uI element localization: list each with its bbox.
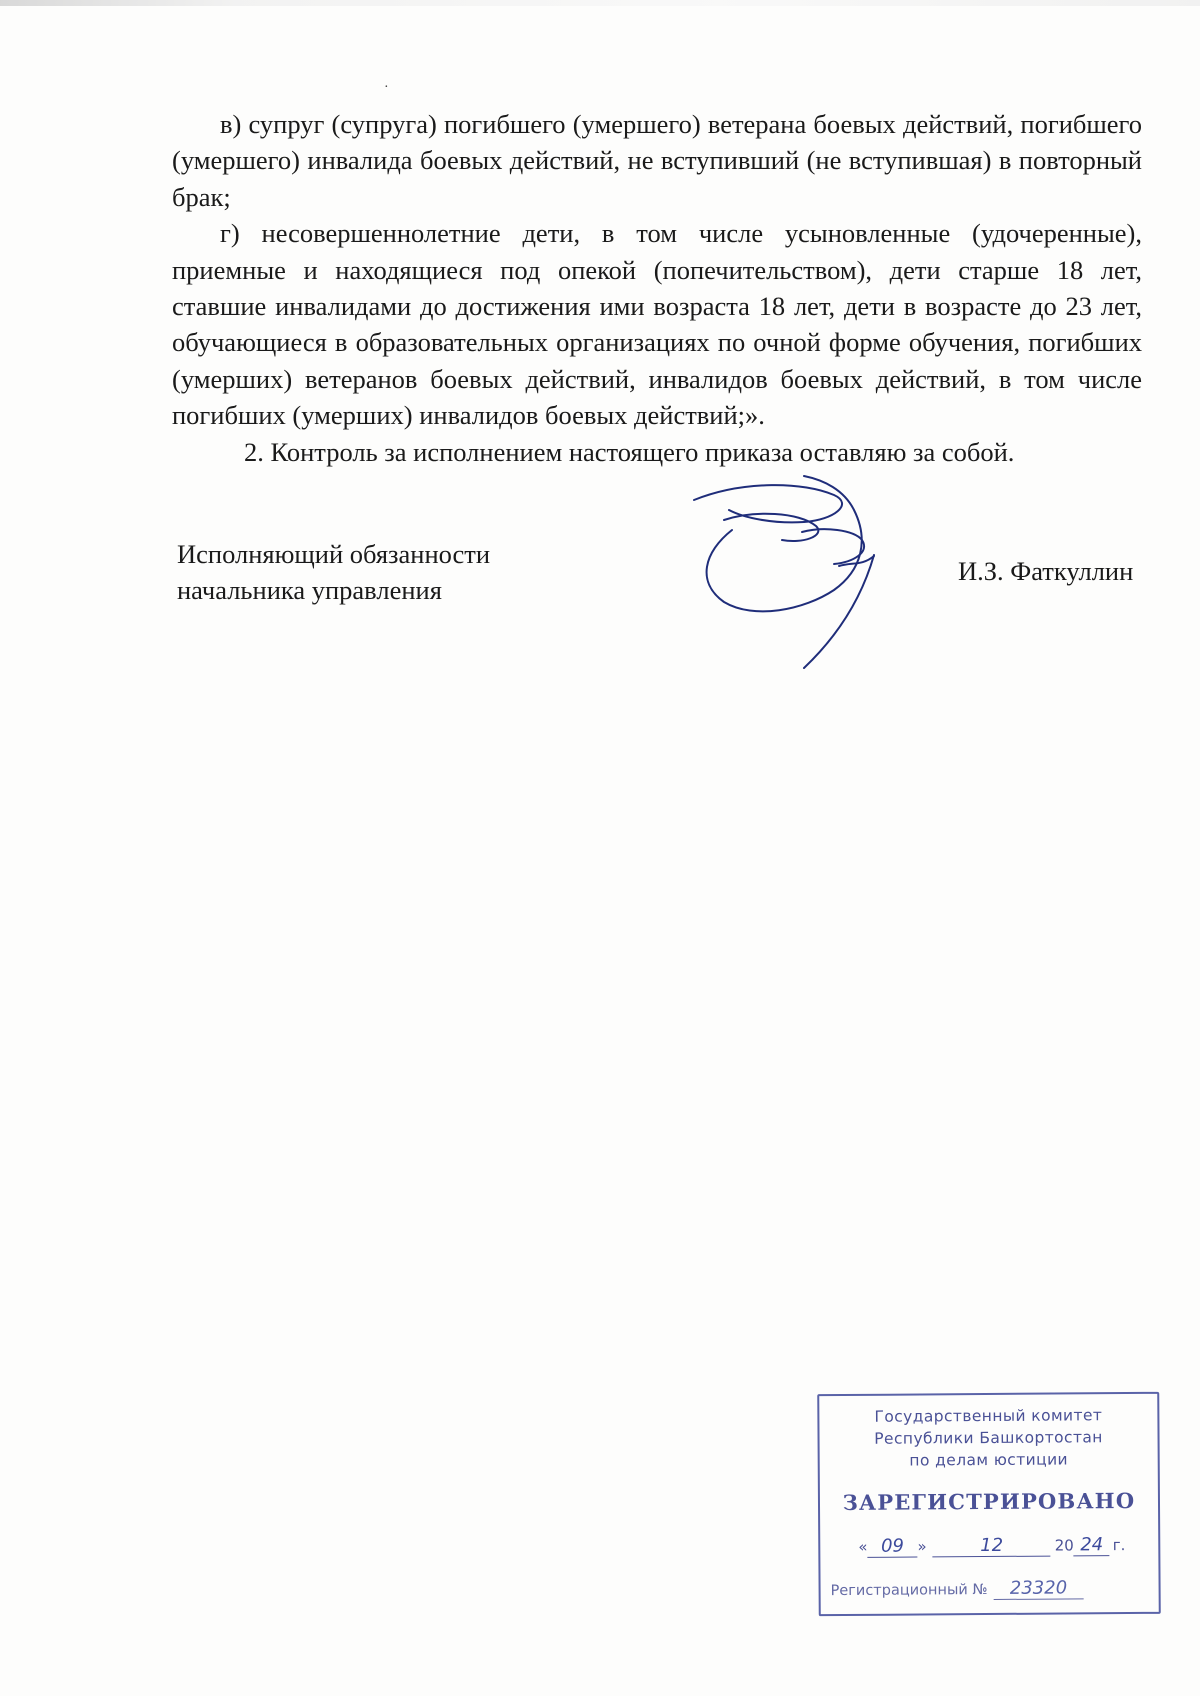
registration-stamp: [817, 1392, 1161, 1616]
stamp-organization: [819, 1404, 1157, 1472]
stamp-status: ЗАРЕГИСТРИРОВАНО: [842, 1487, 1136, 1516]
stamp-day: 09: [880, 1535, 905, 1557]
paragraph-children: г) несовершеннолетние дети, в том числе усыновленные (удочеренные), приемные и находящиеся под опекой (попечительством), дети старше 18 лет, ставшие инвалидами до достижения ими возраста 18 лет, дети в возрасте до 23 лет, обучающиеся в образовательных организациях по очной форме обучения, погибших (умерших) ветеранов боевых действий, инвалидов боевых действий, в том числе погибших (умерших) инвалидов боевых действий;».: [172, 218, 1142, 431]
stamp-year-unit: г.: [1112, 1536, 1126, 1555]
paragraph-control: 2. Контроль за исполнением настоящего приказа оставляю за собой.: [244, 436, 1015, 467]
stamp-registration-number: [831, 1577, 1084, 1601]
document-body: [172, 106, 1142, 470]
signatory-position: [177, 536, 490, 608]
scan-speck: ·: [384, 80, 389, 95]
stamp-org-line1: Государственный комитет: [874, 1406, 1103, 1426]
stamp-month: 12: [980, 1534, 1004, 1557]
paragraph-spouse: в) супруг (супруга) погибшего (умершего) ветерана боевых действий, погибшего (умершего) инвалида боевых действий, не вступивший (не вступившая) в повторный брак;: [172, 109, 1142, 212]
signatory-position-line1: Исполняющий обязанности: [177, 539, 491, 569]
scan-edge-shadow: [0, 0, 1200, 6]
stamp-org-line2: Республики Башкортостан: [874, 1428, 1103, 1448]
stamp-reg-number: 23320: [1009, 1577, 1068, 1599]
stamp-reg-label: Регистрационный №: [830, 1582, 988, 1600]
stamp-year-prefix: 20: [1054, 1536, 1074, 1555]
signatory-position-line2: начальника управления: [177, 575, 442, 605]
signatory-name: И.З. Фаткуллин: [958, 556, 1134, 586]
stamp-date: « 09 » 12 20 24 г.: [858, 1534, 1126, 1557]
stamp-org-line3: по делам юстиции: [909, 1450, 1069, 1470]
stamp-year-suffix: 24: [1080, 1534, 1104, 1556]
handwritten-signature: [684, 470, 914, 670]
